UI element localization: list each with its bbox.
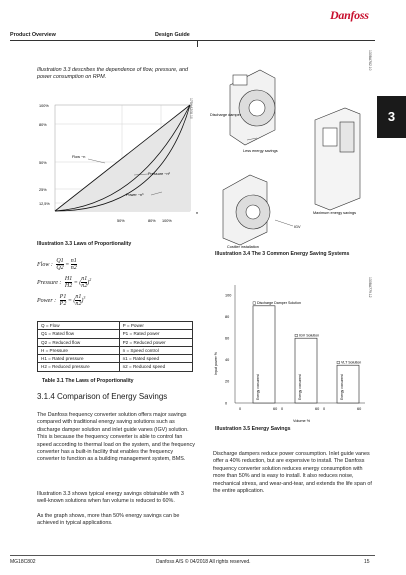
header-guide: Design Guide [155, 32, 190, 38]
column-divider [197, 40, 198, 47]
energy-saving-systems-illustration [205, 50, 375, 250]
x-tick-label: 0 [239, 407, 242, 411]
footer-rule [10, 555, 375, 556]
label-costlier: Costlier installation [227, 245, 259, 249]
table-cell: P = Power [119, 322, 192, 330]
y-tick-label: 20 [225, 379, 230, 384]
table-row [38, 355, 193, 363]
ill34-caption: Illustration 3.4 The 3 Common Energy Saving Systems [215, 251, 350, 257]
legend-swatch [253, 302, 256, 305]
label-igv: IGV [294, 225, 301, 229]
table-cell: n = Speed control [119, 346, 192, 354]
x-ticks [239, 407, 361, 411]
y-tick-label: 0 [225, 401, 228, 406]
table-cell: H = Pressure [38, 346, 120, 354]
power-label: Power ~n³ [126, 193, 144, 197]
ill34-code: 130BA782.10 [368, 50, 372, 71]
section-paragraph-3: As the graph shows, more than 50% energy savings can be achieved in typical applications. [37, 513, 180, 527]
table-cell: n2 = Reduced speed [119, 363, 192, 371]
right-paragraph: Discharge dampers reduce power consumption. Inlet guide vanes offer a 40% reduction, but are expensive to install. The Danfoss frequency converter solution reduces energy consumption with more than 50% and is easy to install. It also reduces noise, mechanical stress, and wear-and-tear, and extends the life span of the entire application. [213, 451, 372, 495]
damper-fan-drawing [230, 70, 275, 145]
table-cell: Q2 = Reduced flow [38, 338, 120, 346]
table-caption: Table 3.1 The Laws of Proportionality [42, 378, 134, 384]
legend-swatch [337, 361, 340, 364]
label-discharge-damper: Discharge damper [210, 113, 242, 117]
frequency-converter-cabinet-drawing [315, 108, 360, 210]
y-tick-label: 80 [225, 314, 230, 319]
table-row [38, 346, 193, 354]
x-tick-label: 0 [281, 407, 284, 411]
footer-doc: MG18C802 [10, 559, 36, 565]
label-less-energy: Less energy savings [243, 149, 278, 153]
x-tick-label: 60 [357, 407, 362, 411]
table-cell: Q = Flow [38, 322, 120, 330]
ill33-code: 175HA208.10 [189, 98, 193, 119]
x-tick-80: 80% [148, 219, 156, 223]
ill33-caption: Illustration 3.3 Laws of Proportionality [37, 241, 132, 247]
legend-label: Discharge Damper Solution [257, 301, 301, 306]
chapter-tab: 3 [377, 96, 406, 138]
table-cell: P2 = Reduced power [119, 338, 192, 346]
bars-group [253, 301, 361, 403]
chart-ylabel: Input power % [214, 352, 218, 375]
y-tick-label: 60 [225, 336, 230, 341]
y-tick-25: 25% [39, 188, 47, 192]
energy-savings-chart [205, 275, 370, 425]
y-tick-label: 100 [225, 293, 232, 298]
table-row [38, 338, 193, 346]
power-formula: Power : $\frac{P1}{P2}$ = ( $\frac{n1}{n2}$ )$^3$ [37, 294, 86, 307]
igv-fan-drawing [223, 175, 270, 245]
label-max-energy: Maximum energy savings [313, 211, 357, 215]
pressure-label: Pressure ~n² [148, 172, 170, 176]
y-ticks [225, 293, 231, 405]
table-cell: Q1 = Rated flow [38, 330, 120, 338]
ill35-code: 130BA779.12 [368, 277, 372, 298]
table-cell: P1 = Rated power [119, 330, 192, 338]
bar-inner-label: Energy consumed [298, 374, 302, 400]
header-rule [10, 40, 375, 41]
y-tick-label: 40 [225, 358, 230, 363]
footer-copyright: Danfoss A/S © 04/2018 All rights reserved. [156, 559, 251, 565]
header-section: Product Overview [10, 32, 56, 38]
legend-swatch [295, 334, 298, 337]
y-tick-100: 100% [39, 104, 49, 108]
section-paragraph-1: The Danfoss frequency converter solution offers major savings compared with traditional energy saving solutions such as discharge damper solution and inlet guide vanes (IGV) solution. This is because the frequency converter is able to control fan speed according to thermal load on the system, and the frequency converter has a built-in facility that enables the frequency converter to function as a building management system, BMS. [37, 412, 195, 463]
table-row [38, 330, 193, 338]
x-tick-50: 50% [117, 219, 125, 223]
y-tick-80: 80% [39, 123, 47, 127]
laws-table [37, 321, 193, 372]
x-axis-end: n [196, 210, 199, 215]
table-cell: H1 = Rated pressure [38, 355, 120, 363]
flow-label: Flow ~n [72, 155, 86, 159]
x-tick-label: 60 [273, 407, 278, 411]
danfoss-logo: Danfoss [330, 8, 369, 22]
table-row [38, 322, 193, 330]
bar-inner-label: Energy consumed [256, 374, 260, 400]
legend-label: VLT Solution [341, 360, 362, 365]
x-tick-100: 100% [162, 219, 172, 223]
x-tick-label: 60 [315, 407, 320, 411]
bar-inner-label: Energy consumed [340, 374, 344, 400]
ill35-caption: Illustration 3.5 Energy Savings [215, 426, 291, 432]
legend-label: IGV Solution [299, 333, 320, 338]
table-cell: H2 = Reduced pressure [38, 363, 120, 371]
flow-formula: Flow : $\frac{Q1}{Q2}$ = $\frac{n1}{n2}$ [37, 258, 77, 271]
laws-of-proportionality-chart [30, 95, 200, 235]
x-tick-label: 0 [323, 407, 326, 411]
y-tick-50: 50% [39, 161, 47, 165]
footer-page: 15 [364, 559, 370, 565]
y-tick-12-5: 12,5% [39, 202, 50, 206]
chart-xlabel: Volume % [293, 419, 311, 423]
table-cell: n1 = Rated speed [119, 355, 192, 363]
pressure-formula: Pressure : $\frac{H1}{H2}$ = ( $\frac{n1}{n2}$ )$^2$ [37, 276, 92, 289]
table-row [38, 363, 193, 371]
intro-paragraph: Illustration 3.3 describes the dependence of flow, pressure, and power consumption on RPM. [37, 67, 189, 81]
section-paragraph-2: Illustration 3.3 shows typical energy savings obtainable with 3 well-known solutions when fan volume is reduced to 60%. [37, 491, 184, 505]
section-heading: 3.1.4 Comparison of Energy Savings [37, 392, 168, 401]
